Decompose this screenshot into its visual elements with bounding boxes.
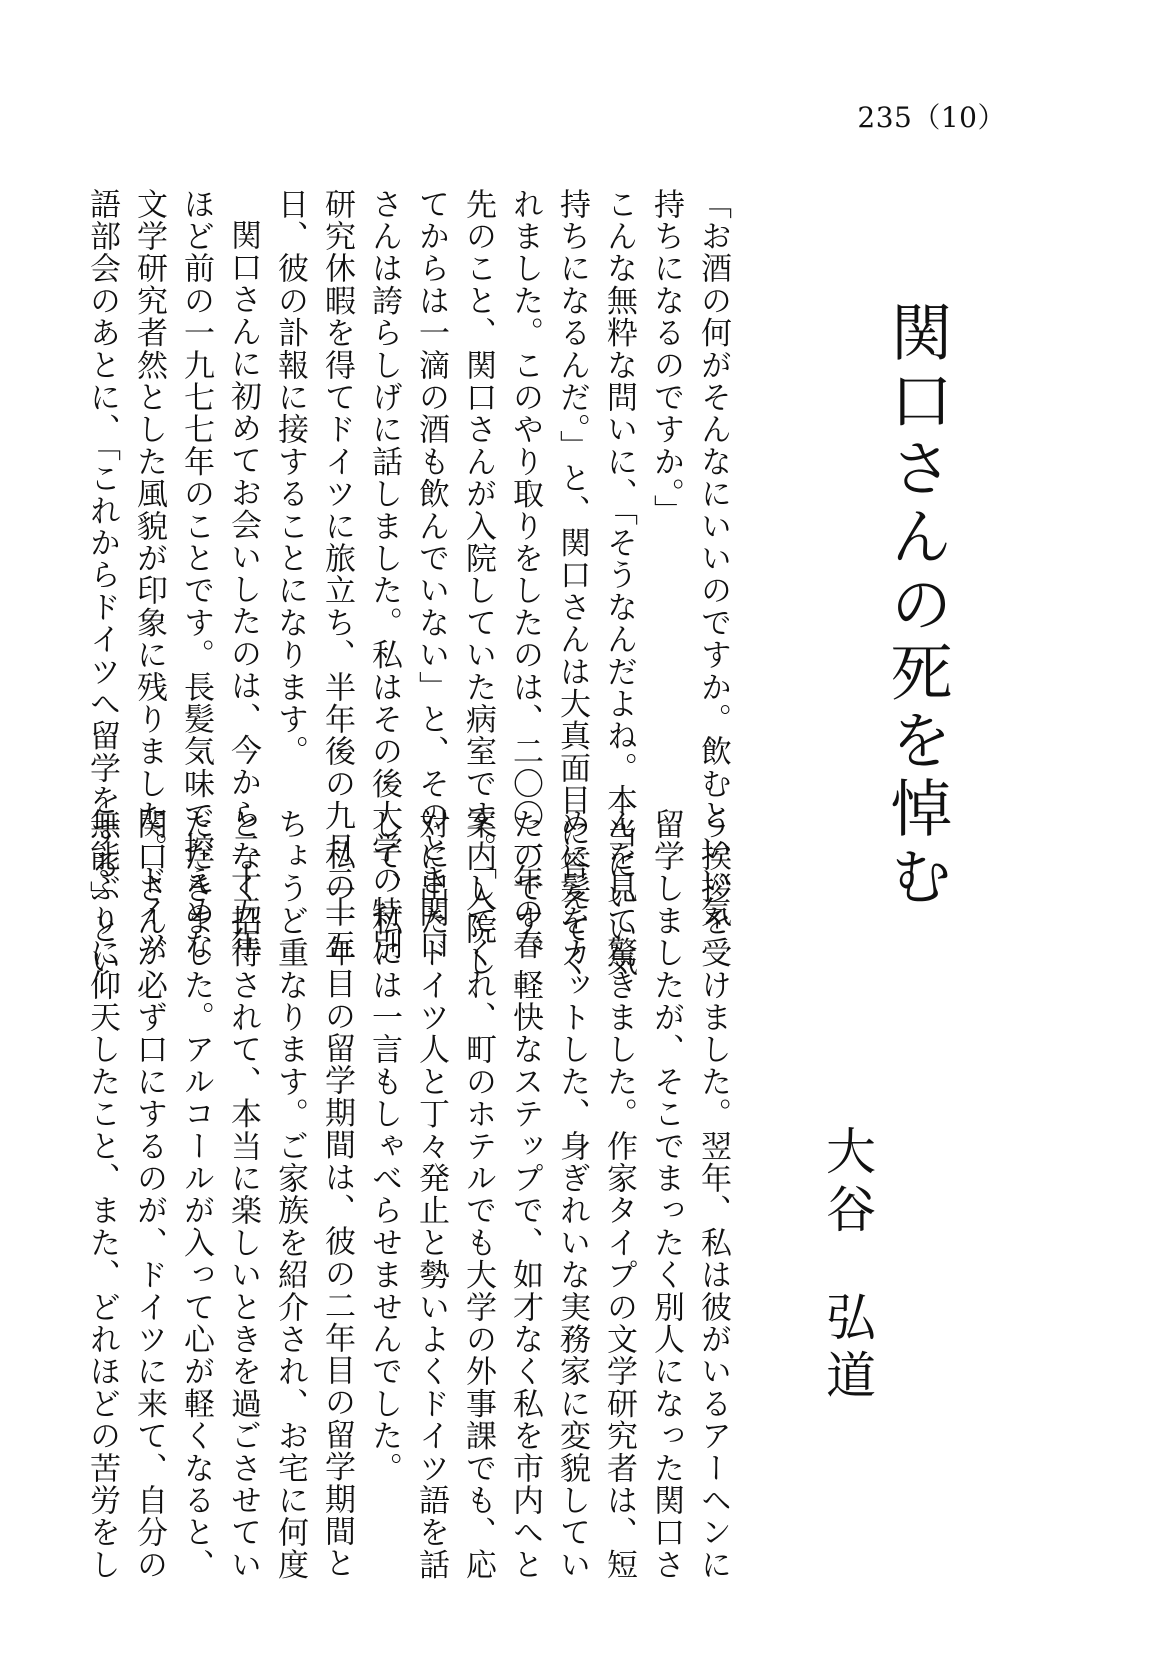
body-line: れました。このやり取りをしたのは、二〇〇一年の春 (507, 188, 543, 961)
body-line: ただきました。アルコールが入って心が軽くなると、 (178, 808, 214, 1581)
body-line: さんは誇らしげに話しました。私はその後大学の特別 (366, 188, 402, 961)
body-line: 持ちになるのですか。」 (648, 188, 684, 527)
body-line: 対に出たドイツ人と丁々発止と勢いよくドイツ語を話 (413, 808, 449, 1581)
body-line: んを見て驚きました。作家タイプの文学研究者は、短 (601, 808, 637, 1581)
body-line: てからは一滴の酒も飲んでいない」と、そのとき関口 (413, 188, 449, 961)
page-number: 235（10） (857, 101, 1006, 134)
body-line: 語部会のあとに、「これからドイツへ留学をする」とい (84, 188, 120, 978)
body-line: 研究休暇を得てドイツに旅立ち、半年後の九月二十五 (319, 188, 355, 961)
body-line: 「お酒の何がそんなにいいのですか。飲むといい気 (695, 188, 731, 929)
body-line: めに髪をカットした、身ぎれいな実務家に変貌してい (554, 808, 590, 1581)
body-line: 関口さんが必ず口にするのが、ドイツに来て、自分の (131, 808, 167, 1581)
body-line: 先のこと、関口さんが入院していた病室です。「入院し (460, 188, 496, 978)
body-line: 持ちになるんだ。」と、関口さんは大真面目に答えてく (554, 188, 590, 978)
body-line: して、私には一言もしゃべらせませんでした。 (366, 808, 402, 1485)
body-text-bottom-column (84, 808, 736, 1581)
body-line: となく招待されて、本当に楽しいときを過ごさせてい (225, 808, 261, 1581)
article-title: 関口さんの死を悼む (880, 300, 953, 912)
body-line-text: 関口さんに初めてお会いしたのは、今から二十五年 (225, 219, 261, 960)
body-line: こんな無粋な問いに、「そうなんだよね。本当にいい気 (601, 188, 637, 978)
article-author (818, 1125, 876, 1407)
body-line: ほど前の一九七七年のことです。長髪気味で控えめな (178, 188, 214, 961)
body-text-top-column (84, 188, 736, 978)
body-line: 日、彼の訃報に接することになります。 (272, 188, 308, 768)
author-given-name: 弘道 (818, 1291, 876, 1407)
author-family-name: 大谷 (818, 1125, 876, 1241)
body-line-text: 私の一年目の留学期間は、彼の二年目の留学期間と (319, 839, 355, 1580)
body-line: 文学研究者然とした風貌が印象に残りました。ドイツ (131, 188, 167, 961)
body-line: ちょうど重なります。ご家族を紹介され、お宅に何度 (272, 808, 308, 1581)
body-line: 留学しましたが、そこでまったく別人になった関口さ (648, 808, 684, 1581)
body-line: 案内してくれ、町のホテルでも大学の外事課でも、応 (460, 808, 496, 1581)
body-line-paragraph-start (313, 808, 360, 1580)
body-line: たのです。軽快なステップで、如才なく私を市内へと (507, 808, 543, 1581)
body-line: う挨拶を受けました。翌年、私は彼がいるアーヘンに (695, 808, 731, 1581)
body-line-paragraph-start (219, 188, 266, 960)
body-line: 無能ぶりに仰天したこと、また、どれほどの苦労をし (84, 808, 120, 1581)
